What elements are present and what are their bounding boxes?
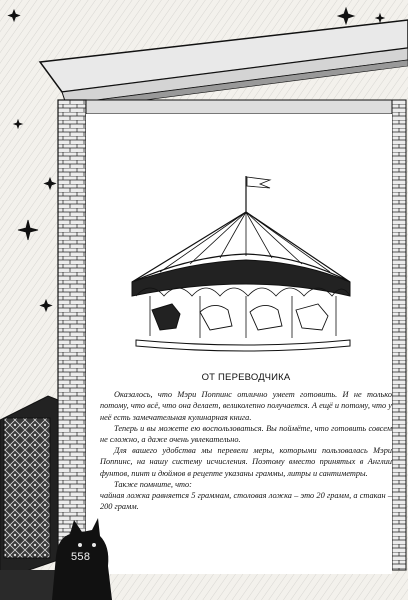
paragraph: Оказалось, что Мэри Поппинс отлично умеет готовить. И не только потому, что всё, что она делает, великолепно получается. А ещё и потому, что у неё есть замечательная кулинарная книга.: [100, 390, 392, 422]
page-number: 558: [71, 551, 91, 563]
section-heading: ОТ ПЕРЕВОДЧИКА: [201, 372, 291, 383]
paragraph: Также помните, что:: [114, 479, 192, 489]
translator-note: [100, 372, 392, 512]
paragraph: Теперь и вы можете ею воспользоваться. Вы поймёте, что готовить совсем не сложно, а даже очень увлекательно.: [100, 423, 392, 445]
paragraph: Для вашего удобства мы перевели меры, которыми пользовалась Мэри Поппинс, на нашу систему исчисления. Поэтому вместо принятых в Англии фунтов, пинт и дюймов в рецепте указаны граммы, литры и сантиметры.: [100, 446, 392, 478]
paragraph: чайная ложка равняется 5 граммам, столовая ложка – это 20 грамм, а стакан – 200 грамм.: [100, 491, 392, 512]
